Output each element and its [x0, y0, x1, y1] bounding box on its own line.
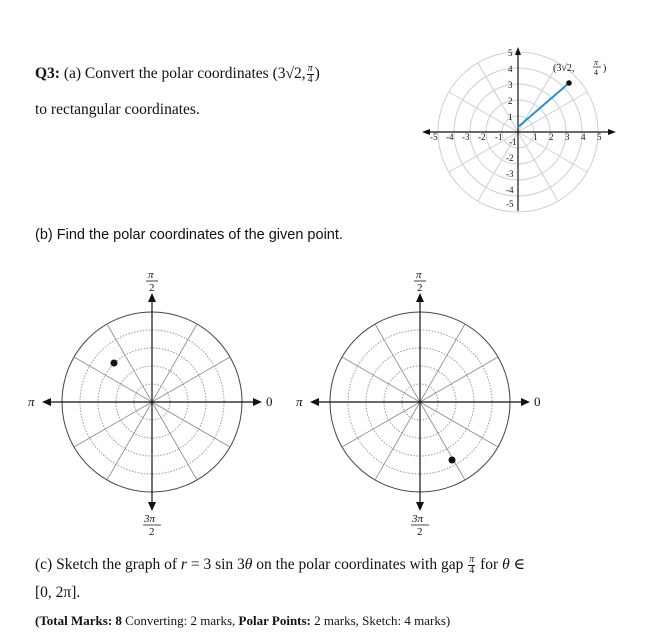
y-tick-label: -2	[506, 153, 514, 163]
arrow-left	[42, 398, 51, 406]
y-tick-label: -5	[506, 199, 514, 209]
y-tick-label: 3	[508, 80, 513, 90]
given-point-b1	[111, 360, 118, 367]
label-3pi-over-2-den: 2	[149, 526, 155, 538]
point-label	[553, 58, 606, 77]
x-tick-label: -4	[446, 132, 454, 142]
x-axis-arrow-right	[608, 129, 616, 135]
arrow-right	[521, 398, 530, 406]
y-tick-label: 2	[508, 96, 513, 106]
svg-text:4: 4	[594, 68, 598, 77]
x-tick-label: 5	[597, 132, 602, 142]
pi-over-four-fraction: $\frac{\pi}{4}$	[307, 63, 313, 85]
gap-pi-over-four-fraction: $\frac{\pi}{4}$	[469, 554, 475, 576]
point-segment	[518, 83, 569, 127]
given-point-b2	[449, 457, 456, 464]
svg-text:(3√2,: (3√2,	[553, 63, 575, 74]
svg-text:π: π	[594, 58, 599, 67]
x-tick-label: 3	[565, 132, 570, 142]
y-tick-label: -1	[509, 137, 517, 147]
graph-a-rectangular-polar	[410, 45, 630, 215]
polar-graph-b2	[290, 265, 560, 545]
question-a-line2: to rectangular coordinates.	[35, 101, 200, 118]
label-zero: 0	[534, 394, 541, 409]
y-tick-label: 1	[508, 112, 513, 122]
question-c-line2: [0, 2π].	[35, 584, 81, 601]
label-pi-over-2-den: 2	[149, 282, 155, 294]
y-tick-label: -3	[506, 169, 514, 179]
label-pi: π	[296, 394, 303, 409]
label-3pi-over-2-den: 2	[417, 526, 423, 538]
x-tick-label: 2	[549, 132, 554, 142]
y-axis-arrow-up	[515, 47, 521, 55]
x-tick-label: -3	[462, 132, 470, 142]
x-tick-label: -5	[430, 132, 438, 142]
arrow-down	[416, 502, 424, 511]
x-axis-arrow-left	[422, 129, 430, 135]
question-b-text: (b) Find the polar coordinates of the given point.	[35, 227, 343, 243]
y-tick-label: 4	[508, 64, 513, 74]
label-pi-over-2-den: 2	[417, 282, 423, 294]
arrow-up	[148, 293, 156, 302]
x-tick-label: -1	[495, 132, 503, 142]
x-tick-label: 4	[581, 132, 586, 142]
arrow-up	[416, 293, 424, 302]
point-marker	[566, 80, 572, 86]
arrow-right	[253, 398, 262, 406]
question-c-line1: (c) Sketch the graph of r = 3 sin 3θ on the polar coordinates with gap $\frac{\pi}{4}$ for θ ∈	[35, 554, 526, 576]
svg-text:): )	[603, 63, 607, 74]
total-marks: (Total Marks: 8 Converting: 2 marks, Polar Points: 2 marks, Sketch: 4 marks)	[35, 613, 451, 628]
label-3pi-over-2-num: 3π	[144, 513, 156, 525]
question-number: Q3:	[35, 65, 60, 83]
question-a-text: (a) Convert the polar coordinates (3√2,	[63, 65, 306, 83]
question-a-line1: Q3: (a) Convert the polar coordinates (3√2, $\frac{\pi}{4}$ )	[35, 63, 320, 85]
y-tick-label: 5	[508, 48, 513, 58]
label-3pi-over-2-num: 3π	[412, 513, 424, 525]
x-tick-label: -2	[478, 132, 486, 142]
y-tick-label: -4	[506, 185, 514, 195]
arrow-down	[148, 502, 156, 511]
x-tick-label: 1	[533, 132, 538, 142]
label-pi-over-2-num: π	[148, 269, 154, 281]
label-zero: 0	[266, 394, 273, 409]
polar-graph-b1	[20, 265, 290, 545]
arrow-left	[310, 398, 319, 406]
label-pi: π	[28, 394, 35, 409]
label-pi-over-2-num: π	[416, 269, 422, 281]
